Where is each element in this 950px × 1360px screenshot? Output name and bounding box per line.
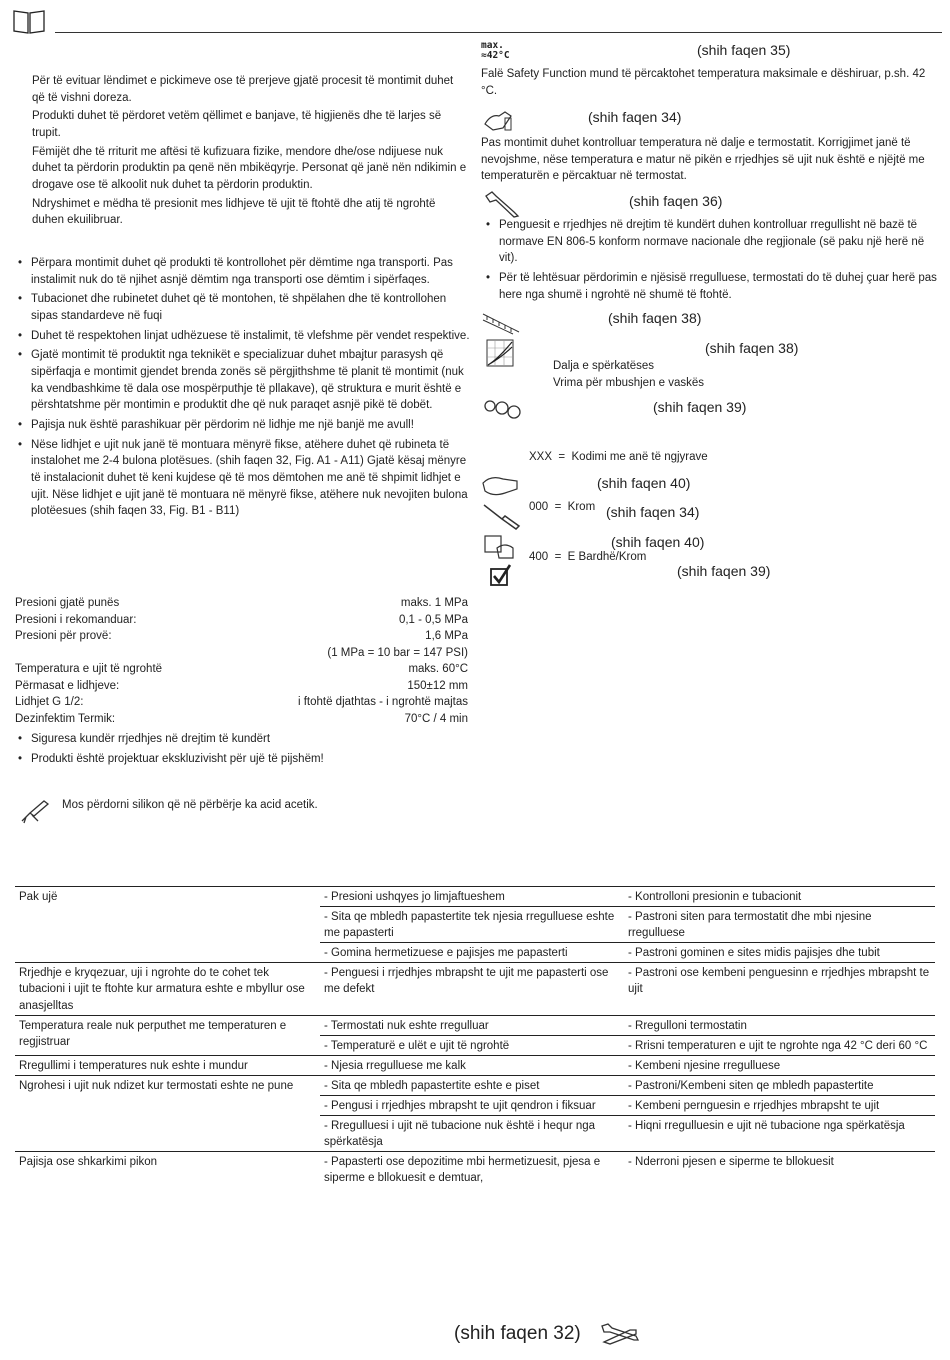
page-ref: (shih faqen 34) — [588, 109, 682, 125]
spec-bullets — [15, 731, 468, 767]
problem-cell: Temperatura reale nuk perputhet me temperaturen e regjistruar — [15, 1015, 320, 1055]
cause-cell: - Rregulluesi i ujit në tubacione nuk është i hequr nga spërkatësja — [320, 1116, 624, 1152]
flow-diagram-icon — [486, 339, 514, 367]
spec-value: 70°C / 4 min — [404, 712, 468, 725]
safety-paragraph: Për të evituar lëndimet e pickimeve ose të prerjeve gjatë procesit të montimit duhet që të vishni doreza. — [32, 75, 454, 104]
safety-paragraph: Fëmijët dhe të rriturit me aftësi të kufizuara fizike, mendore dhe/ose ndijuese nuk duhet ta përdorin produktin pa qenë nën mbikëqyrje. Personat që janë nën ndikimin e drogave ose të alkoolit nuk duhet ta përdorin produktin. — [32, 145, 467, 192]
cause-cell: - Temperaturë e ulët e ujit të ngrohtë — [320, 1035, 624, 1055]
spec-label: Temperatura e ujit të ngrohtë — [15, 663, 163, 675]
page-ref: (shih faqen 39) — [677, 563, 771, 579]
list-item: • Tubacionet dhe rubinetet duhet që të montohen, të shpëlahen dhe të kontrollohen sipas standardeve në fuqi — [15, 291, 470, 324]
checkbox-check-icon — [489, 563, 513, 587]
spec-value: i ftohtë djathtas - i ngrohtë majtas — [297, 696, 468, 708]
page-ref: (shih faqen 36) — [629, 193, 723, 209]
fix-cell: - Kembeni pernguesin e rrjedhjes mbrapsht te ujit — [624, 1096, 935, 1116]
spec-label: Presioni për provë: — [15, 630, 112, 642]
spec-row — [15, 595, 468, 612]
spec-label: Presioni i rekomanduar: — [15, 613, 137, 626]
fix-cell: - Pastroni ose kembeni penguesinn e rrjedhjes mbrapsht te ujit — [624, 963, 935, 1015]
spec-label: Përmasat e lidhjeve: — [15, 679, 120, 692]
page-ref: (shih faqen 38) — [608, 310, 702, 326]
maintenance-list — [483, 217, 938, 306]
fix-cell: - Pastroni siten para termostatit dhe mbi njesine rregulluese — [624, 907, 935, 943]
spec-row — [15, 678, 468, 695]
list-item: • Për të lehtësuar përdorimin e njësisë rregulluese, termostati do të duhej çuar herë pas here nga shumë i ngrohtë në shumë të ftohtë. — [483, 270, 938, 303]
header-rule — [55, 32, 942, 33]
code-line: 400 = E Bardhë/Krom — [529, 551, 647, 564]
handles-icon — [482, 398, 522, 422]
table-row — [15, 963, 935, 1015]
table-row — [15, 1152, 935, 1188]
cause-cell: - Papasterti ose depozitime mbi hermetizuesit, pjesa e siperme e bllokuesit e demtuar, — [320, 1152, 624, 1188]
spec-value: 0,1 - 0,5 MPa — [398, 613, 468, 626]
fix-cell: - Kembeni njesine rregulluese — [624, 1055, 935, 1075]
page-ref: (shih faqen 35) — [697, 42, 791, 58]
thermometer-hand-icon — [483, 108, 517, 134]
cleaning-hand-icon — [481, 471, 521, 501]
problem-cell: Rrjedhje e kryqezuar, uji i ngrohte do te cohet tek tubacioni i ujit te ftohte kur armatura eshte e mbyllur ose anasjelltas — [15, 963, 320, 1015]
safety-paragraph: Produkti duhet të përdoret vetëm qëllimet e banjave, të higjienës dhe të larjes së trupit. — [32, 110, 442, 140]
cause-cell: - Presioni ushqyes jo limjaftueshem — [320, 887, 624, 907]
screwdriver-icon — [482, 503, 522, 531]
spec-row — [15, 661, 468, 678]
wrench-pair-icon — [600, 1322, 640, 1346]
silicone-warning: Mos përdorni silikon që në përbërje ka acid acetik. — [62, 799, 318, 811]
list-item: • Siguresa kundër rrjedhjes në drejtim të kundërt — [15, 731, 468, 748]
cause-cell: - Penguesi i rrjedhjes mbrapsht te ujit me papasterti ose me defekt — [320, 963, 624, 1015]
flow-label: Vrima për mbushjen e vaskës — [553, 376, 705, 389]
spec-note: (1 MPa = 10 bar = 147 PSI) — [327, 646, 468, 659]
color-codes — [529, 416, 708, 583]
problem-cell: Rregullimi i temperatures nuk eshte i mundur — [15, 1055, 320, 1075]
install-notes-list — [15, 255, 470, 523]
troubleshooting-table — [15, 886, 935, 1188]
spec-value: 1,6 MPa — [425, 630, 468, 642]
technical-data — [15, 595, 468, 770]
spec-row — [15, 628, 468, 645]
table-row — [15, 1075, 935, 1095]
cause-cell: - Termostati nuk eshte rregulluar — [320, 1015, 624, 1035]
safety-function-text: Falë Safety Function mund të përcaktohet temperatura maksimale e dëshiruar, p.sh. 42 °C. — [481, 68, 926, 97]
list-item: • Nëse lidhjet e ujit nuk janë të montuara mënyrë fikse, atëhere duhet që rubineta të instalohet me 2-4 bulona plotësues. (shih faqen 32, Fig. A1 - A11) Gjatë kësaj mënyre të instalacionit duhet të keni kujdese që të mos dëmtohen me anë të shpimit lidhjet e ujit. Nëse lidhjet e ujit janë të montuara në mënyrë fikse, atëhere nuk nevojiten bulona plotëesues (shih faqen 33, Fig. B1 - B11) — [15, 437, 470, 520]
spec-label: Dezinfektim Termik: — [15, 712, 116, 725]
spec-label: Lidhjet G 1/2: — [15, 696, 84, 708]
fix-cell: - Nderroni pjesen e siperme te bllokuesit — [624, 1152, 935, 1188]
silicone-gun-icon — [18, 795, 52, 825]
cleaning-tile-icon — [483, 532, 517, 560]
safety-paragraph: Ndryshimet e mëdha të presionit mes lidhjeve të ujit të ftohtë dhe atij të ngrohtë duhen ekuilibruar. — [32, 197, 436, 227]
cause-cell: - Sita qe mbledh papastertite tek njesia rregulluese eshte me papasterti — [320, 907, 624, 943]
fix-cell: - Pastroni/Kembeni siten qe mbledh papastertite — [624, 1075, 935, 1095]
page-ref: (shih faqen 40) — [597, 475, 691, 491]
flow-label: Dalja e spërkatëses — [553, 360, 654, 372]
problem-cell: Pajisja ose shkarkimi pikon — [15, 1152, 320, 1188]
cause-cell: - Njesia rregulluese me kalk — [320, 1055, 624, 1075]
spec-row — [15, 711, 468, 728]
safety-section — [32, 73, 468, 231]
cause-cell: - Pengusi i rrjedhjes mbrapsht te ujit qendron i fiksuar — [320, 1096, 624, 1116]
table-row — [15, 1055, 935, 1075]
wrench-icon — [482, 190, 522, 218]
max-icon-temp: ≈42°C — [481, 50, 510, 62]
spec-value: maks. 60°C — [408, 663, 468, 675]
cause-cell: - Gomina hermetizuese e pajisjes me papasterti — [320, 943, 624, 963]
page-ref: (shih faqen 39) — [653, 399, 747, 415]
dimensions-icon — [481, 310, 521, 336]
code-line: XXX = Kodimi me anë të ngjyrave — [529, 451, 708, 464]
table-row — [15, 887, 935, 907]
flow-labels — [553, 358, 704, 391]
book-icon — [12, 8, 46, 34]
list-item: • Duhet të respektohen linjat udhëzuese të instalimit, të vlefshme për vendet respektive. — [15, 328, 470, 345]
fix-cell: - Rrisni temperaturen e ujit te ngrohte nga 42 °C deri 60 °C — [624, 1035, 935, 1055]
fix-cell: - Rregulloni termostatin — [624, 1015, 935, 1035]
list-item: • Gjatë montimit të produktit nga teknikët e specializuar duhet mbajtur parasysh që sipërfaqja e montimit gjendet brenda zonës së përgjithshme të planit të montimit (nuk ka vendbashkime të dala ose mospërputhje të pllakave), që struktura e murit është e përshtatshme për montimin e produktit dhe që nuk paraqet asnjë pikë të dobët. — [15, 347, 470, 414]
list-item: • Përpara montimit duhet që produkti të kontrollohet për dëmtime nga transporti. Pas instalimit nuk do të njihet asnjë dëmtim nga transporti ose dëmtim i sipërfaqes. — [15, 255, 470, 288]
page-ref: (shih faqen 40) — [611, 534, 705, 550]
footer-page-ref: (shih faqen 32) — [454, 1323, 581, 1344]
problem-cell: Pak ujë — [15, 887, 320, 963]
list-item: • Pajisja nuk është parashikuar për përdorim në lidhje me një banjë me avull! — [15, 417, 470, 434]
code-line: 000 = Krom — [529, 501, 596, 514]
thermostat-check-text: Pas montimit duhet kontrolluar temperatura në dalje e termostatit. Korrigjimet janë të nevojshme, nëse temperatura e matur në pikën e rrjedhjes së ujit nuk është e njëjtë me temperaturën e përcaktuar në termostat. — [481, 137, 925, 183]
fix-cell: - Pastroni gominen e sites midis pajisjes dhe tubit — [624, 943, 935, 963]
spec-row — [15, 612, 468, 629]
spec-row — [15, 694, 468, 711]
cause-cell: - Sita qe mbledh papastertite eshte e piset — [320, 1075, 624, 1095]
spec-label: Presioni gjatë punës — [15, 597, 120, 609]
fix-cell: - Hiqni rregulluesin e ujit në tubacione nga spërkatësja — [624, 1116, 935, 1152]
page-ref: (shih faqen 34) — [606, 504, 700, 520]
table-row — [15, 1015, 935, 1035]
list-item: • Penguesit e rrjedhjes në drejtim të kundërt duhen kontrolluar rregullisht në bazë të normave EN 806-5 konform normave nacionale dhe regjionale (së paku një herë në vit). — [483, 217, 938, 267]
spec-value: maks. 1 MPa — [400, 597, 468, 609]
fix-cell: - Kontrolloni presionin e tubacionit — [624, 887, 935, 907]
spec-value: 150±12 mm — [407, 679, 468, 692]
max-temp-icon — [481, 41, 510, 62]
problem-cell: Ngrohesi i ujit nuk ndizet kur termostati eshte ne pune — [15, 1075, 320, 1151]
page-ref: (shih faqen 38) — [705, 340, 799, 356]
list-item: • Produkti është projektuar ekskluzivisht për ujë të pijshëm! — [15, 751, 468, 768]
max-icon-label: max. — [481, 40, 504, 51]
